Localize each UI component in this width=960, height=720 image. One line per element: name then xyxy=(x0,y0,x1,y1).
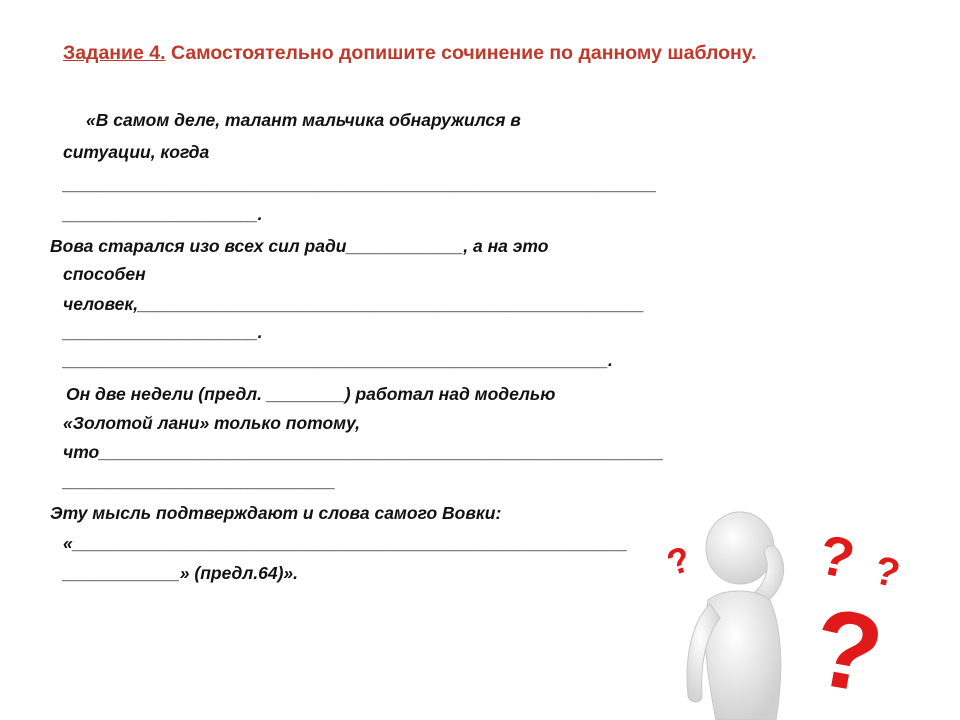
essay-line-2: ситуации, когда xyxy=(63,142,210,162)
essay-line-7: человек,____________________________________________________ xyxy=(63,294,645,314)
essay-line-1: «В самом деле, талант мальчика обнаружился в xyxy=(86,110,521,130)
question-mark-icon: ? xyxy=(869,548,905,597)
essay-line-9: ________________________________________________________. xyxy=(63,350,613,370)
essay-line-13: ____________________________ xyxy=(63,471,336,491)
essay-line-5: Вова старался изо всех сил ради____________, а на это xyxy=(50,236,549,256)
essay-line-6: способен xyxy=(63,264,146,284)
essay-line-16: ____________» (предл.64)». xyxy=(63,563,298,583)
question-mark-icon: ? xyxy=(803,584,892,718)
thinking-person-question-marks-icon xyxy=(650,500,910,720)
question-mark-icon: ? xyxy=(813,522,861,591)
essay-line-12: что__________________________________________________________ xyxy=(63,442,664,462)
essay-line-4: ____________________. xyxy=(63,204,263,224)
task-title xyxy=(63,42,756,65)
essay-line-10: Он две недели (предл. ________) работал над моделью xyxy=(66,384,556,404)
essay-line-11: «Золотой лани» только потому, xyxy=(63,413,361,433)
essay-line-8: ____________________. xyxy=(63,322,263,342)
question-mark-icon: ? xyxy=(661,537,696,584)
essay-line-14: Эту мысль подтверждают и слова самого Вовки: xyxy=(50,503,502,523)
essay-line-15: «_________________________________________________________ xyxy=(63,533,628,553)
task-instruction: Самостоятельно допишите сочинение по данному шаблону. xyxy=(165,42,757,64)
essay-line-3: _____________________________________________________________ xyxy=(63,174,657,194)
task-label: Задание 4. xyxy=(63,42,166,64)
